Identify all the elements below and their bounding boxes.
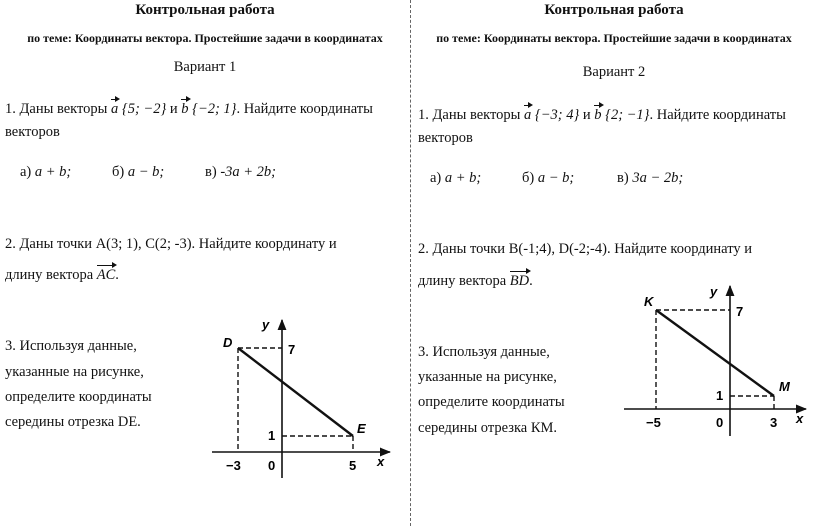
tick-origin: 0 bbox=[716, 415, 724, 430]
tick-x-left: −3 bbox=[226, 458, 241, 473]
task-1-line-2: векторов bbox=[5, 124, 60, 140]
task-1-part-c: в) -3a + 2b; bbox=[205, 164, 277, 180]
coordinate-figure bbox=[210, 312, 400, 482]
task-3-line-1: 3. Используя данные, bbox=[5, 338, 137, 354]
x-axis-label: x bbox=[796, 411, 804, 426]
tick-x-left: −5 bbox=[646, 415, 661, 430]
task-3-line-3: определите координаты bbox=[5, 389, 152, 405]
subtitle: по теме: Координаты вектора. Простейшие задачи в координатах bbox=[436, 31, 792, 45]
task-2-line-1: 2. Даны точки А(3; 1), С(2; -3). Найдите координату и bbox=[5, 236, 337, 252]
task-3-line-1: 3. Используя данные, bbox=[418, 344, 550, 360]
y-axis-label: y bbox=[710, 284, 718, 299]
task-2-line-2: длину вектора AC. bbox=[5, 264, 119, 284]
tick-origin: 0 bbox=[268, 458, 276, 473]
point-start-label: D bbox=[223, 335, 233, 350]
title: Контрольная работа bbox=[544, 2, 684, 18]
point-end-label: M bbox=[779, 379, 790, 394]
variant-2-card bbox=[412, 0, 816, 526]
coordinate-figure bbox=[618, 280, 814, 440]
point-start-label: K bbox=[644, 294, 654, 309]
tick-x-right: 3 bbox=[770, 415, 778, 430]
title: Контрольная работа bbox=[135, 2, 275, 18]
y-axis-label: y bbox=[262, 317, 270, 332]
task-1-part-b: б) a − b; bbox=[522, 170, 575, 186]
x-axis-label: x bbox=[377, 454, 385, 469]
task-1-part-a: а) a + b; bbox=[430, 170, 482, 186]
task-3-line-3: определите координаты bbox=[418, 394, 565, 410]
task-3-line-4: середины отрезка DE. bbox=[5, 414, 141, 430]
tick-x-right: 5 bbox=[349, 458, 357, 473]
task-1-part-a: а) a + b; bbox=[20, 164, 72, 180]
task-1-line-1: 1. Даны векторы a {−3; 4} и b {2; −1}. Найдите координаты bbox=[418, 104, 786, 124]
task-3-line-4: середины отрезка КМ. bbox=[418, 420, 558, 436]
tick-y-bottom: 1 bbox=[716, 388, 724, 403]
task-1-part-b: б) a − b; bbox=[112, 164, 165, 180]
task-1-part-c: в) 3a − 2b; bbox=[617, 170, 684, 186]
task-3-line-2: указанные на рисунке, bbox=[418, 369, 557, 385]
point-end-label: E bbox=[357, 421, 366, 436]
tick-y-bottom: 1 bbox=[268, 428, 276, 443]
task-1-line-2: векторов bbox=[418, 130, 473, 146]
tick-y-top: 7 bbox=[736, 304, 744, 319]
task-1-line-1: 1. Даны векторы a {5; −2} и b {−2; 1}. Найдите координаты bbox=[5, 98, 373, 118]
tick-y-top: 7 bbox=[288, 342, 296, 357]
task-3-line-2: указанные на рисунке, bbox=[5, 364, 144, 380]
segment bbox=[656, 310, 774, 396]
variant-label: Вариант 2 bbox=[582, 64, 646, 80]
task-2-line-2: длину вектора BD. bbox=[418, 270, 533, 290]
task-2-line-1: 2. Даны точки В(-1;4), D(-2;-4). Найдите координату и bbox=[418, 241, 753, 257]
segment bbox=[238, 348, 353, 436]
column-divider bbox=[410, 0, 411, 526]
subtitle: по теме: Координаты вектора. Простейшие задачи в координатах bbox=[27, 31, 383, 45]
variant-label: Вариант 1 bbox=[173, 59, 237, 75]
